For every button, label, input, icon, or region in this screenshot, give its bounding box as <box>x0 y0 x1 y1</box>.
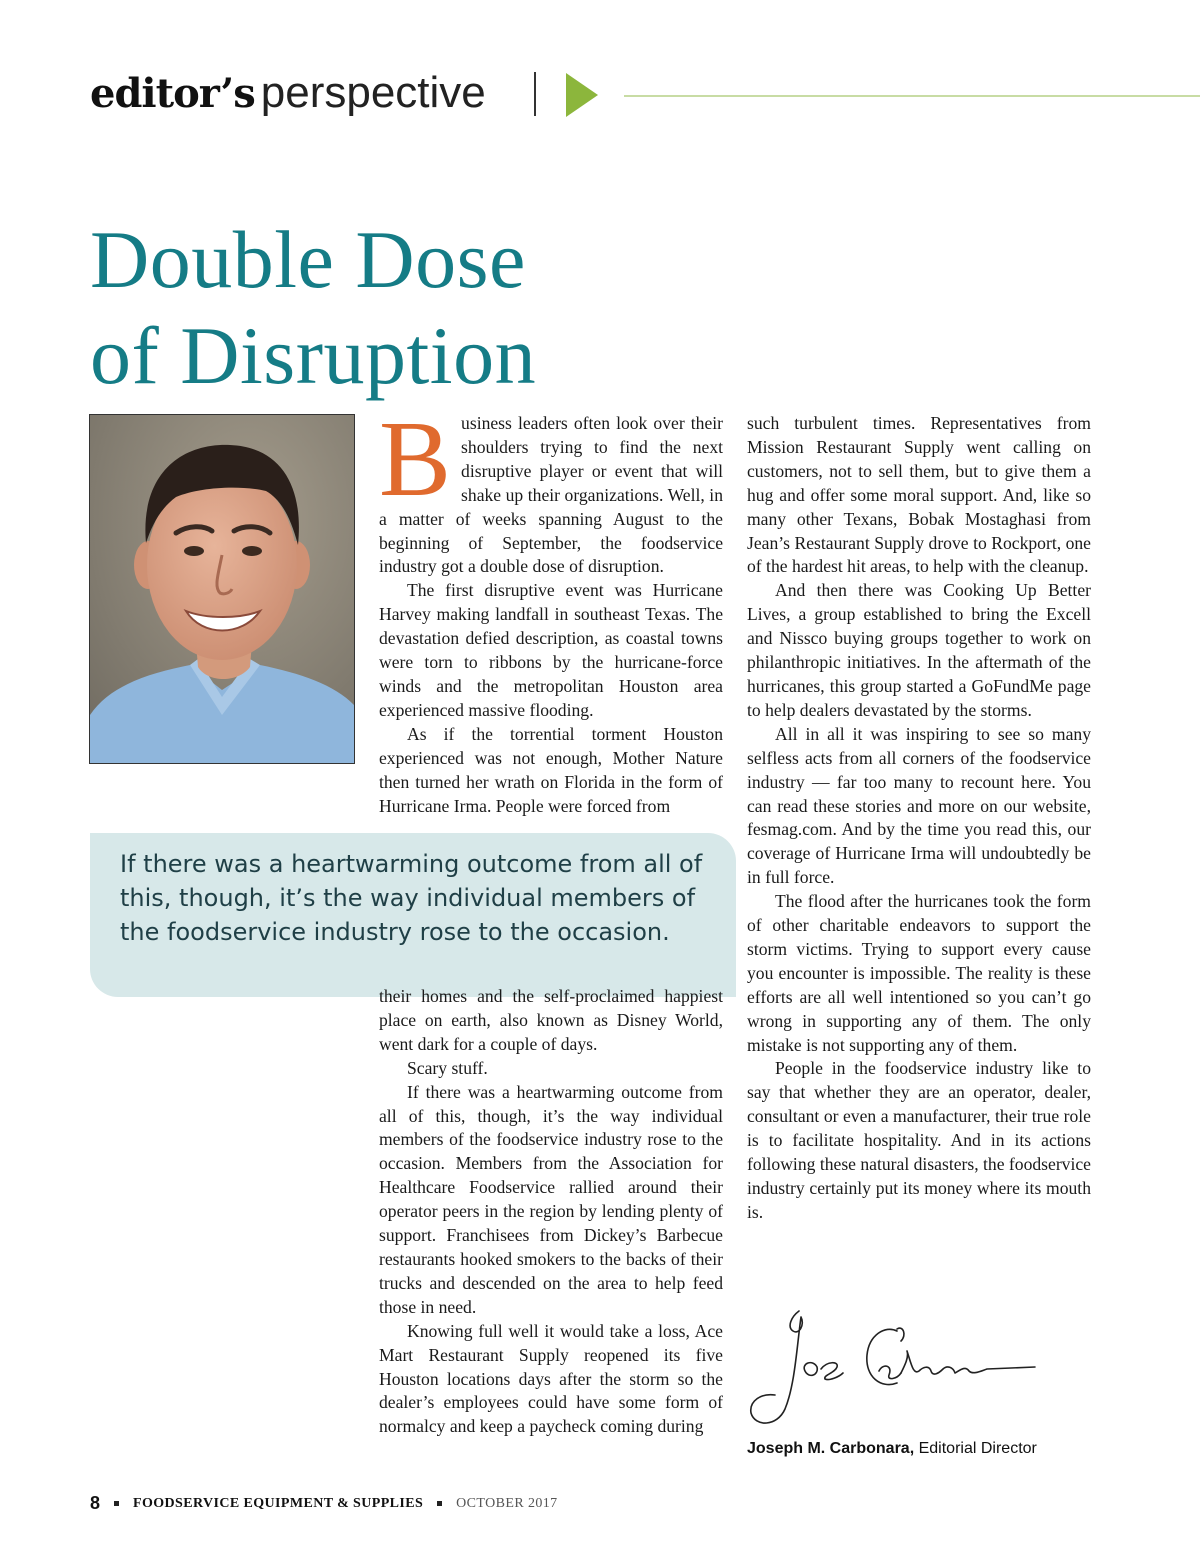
article-paragraph: Knowing full well it would take a loss, Ace Mart Restaurant Supply reopened its five Houston locations days after the storm so the dealer’s employees could have some form of normalcy and keep a paycheck coming during <box>379 1320 723 1437</box>
section-heading-bold: editor’s <box>90 70 255 117</box>
drop-cap: B <box>379 400 452 519</box>
author-byline <box>747 1440 1037 1458</box>
article-paragraph: their homes and the self-proclaimed happiest place on earth, also known as Disney World, went dark for a couple of days. <box>379 986 723 1054</box>
author-role: Editorial Director <box>918 1440 1037 1457</box>
article-paragraph: The flood after the hurricanes took the form of other charitable endeavors to support the storm victims. Trying to support every cause you encounter is impossible. The reality is these efforts are all well intentioned so you can’t go wrong in supporting any of them. The only mistake is not supporting any of them. <box>747 891 1091 1055</box>
bullet-square-icon <box>437 1501 442 1506</box>
article-title-line2: of Disruption <box>90 310 537 401</box>
article-paragraph: Scary stuff. <box>407 1057 488 1078</box>
article-title-line1: Double Dose <box>90 214 526 305</box>
article-column-2 <box>747 412 1091 1225</box>
article-column-1-bottom <box>379 985 723 1439</box>
article-title <box>90 212 790 404</box>
article-paragraph: As if the torrential torment Houston experienced was not enough, Mother Nature then turned her wrath on Florida in the form of Hurricane Irma. People were forced from <box>379 723 723 816</box>
page-number: 8 <box>90 1493 101 1513</box>
author-portrait-illustration <box>90 415 354 763</box>
article-paragraph: The first disruptive event was Hurricane Harvey making landfall in southeast Texas. The devastation defied description, as coastal towns were torn to ribbons by the hurricane-force winds and the metropolitan Houston area experienced massive flooding. <box>379 580 723 720</box>
article-column-1-top <box>379 400 723 818</box>
article-paragraph: If there was a heartwarming outcome from all of this, though, it’s the way individual members of the foodservice industry rose to the occasion. Members from the Association for Healthcare Foodservice rallied around their operator peers in the region by lending plenty of support. Franchisees from Dickey’s Barbecue restaurants hooked smokers to the backs of their trucks and descended on the area to help feed those in need. <box>379 1081 723 1317</box>
section-heading <box>90 62 486 122</box>
article-paragraph: And then there was Cooking Up Better Lives, a group established to bring the Excell and Nissco buying groups together to work on philanthropic initiatives. In the aftermath of the hurricanes, this group started a GoFundMe page to help dealers devastated by the storms. <box>747 580 1091 720</box>
section-heading-light: perspective <box>260 68 486 117</box>
heading-divider <box>534 72 536 116</box>
article-paragraph: All in all it was inspiring to see so many selfless acts from all corners of the foodservice industry — far too many to recount here. You can read these stories and more on our website, fesmag.com. And by the time you read this, our coverage of Hurricane Irma will undoubtedly be in full force. <box>747 723 1091 888</box>
article-paragraph <box>379 400 723 579</box>
bullet-square-icon <box>114 1501 119 1506</box>
author-photo <box>89 414 355 764</box>
handwritten-signature <box>747 1305 1047 1435</box>
article-paragraph: such turbulent times. Representatives from Mission Restaurant Supply went calling on customers, not to sell them, but to give them a hug and offer some moral support. And, like so many other Texans, Bobak Mostaghasi from Jean’s Restaurant Supply drove to Rockport, one of the hardest hit areas, to help with the cleanup. <box>747 413 1091 577</box>
paragraph-text: usiness leaders often look over their shoulders trying to find the next disruptive player or event that will shake up their organizations. Well, in a matter of weeks spanning August to the beginning of September, the foodservice industry got a double dose of disruption. <box>379 413 723 577</box>
magazine-name: FOODSERVICE EQUIPMENT & SUPPLIES <box>133 1495 424 1511</box>
page-footer <box>90 1493 558 1514</box>
article-paragraph: People in the foodservice industry like to say that whether they are an operator, dealer, consultant or even a manufacturer, their true role is to facilitate hospitality. And in its actions following these natural disasters, the foodservice industry certainly put its money where its mouth is. <box>747 1058 1091 1222</box>
pull-quote: If there was a heartwarming outcome from all of this, though, it’s the way individual members of the foodservice industry rose to the occasion. <box>90 833 736 997</box>
triangle-arrow-icon <box>566 73 598 117</box>
heading-rule <box>624 95 1200 97</box>
author-name: Joseph M. Carbonara, <box>747 1440 915 1457</box>
issue-date: OCTOBER 2017 <box>456 1495 558 1511</box>
